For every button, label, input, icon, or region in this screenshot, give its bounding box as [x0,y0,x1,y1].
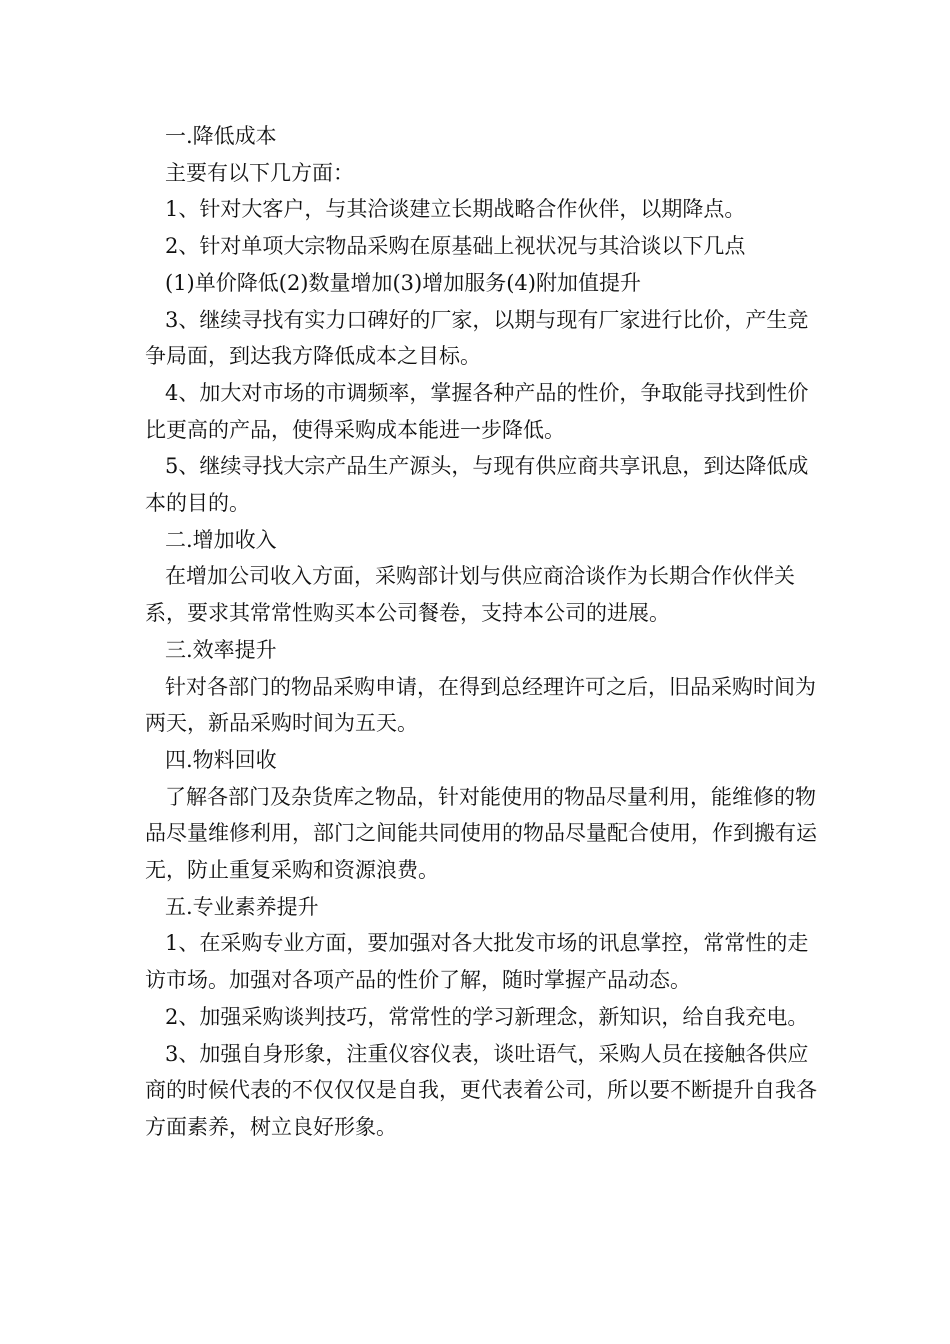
document-body [145,118,825,1146]
paragraph: 4、加大对市场的市调频率，掌握各种产品的性价，争取能寻找到性价比更高的产品，使得采购成本能进一步降低。 [145,380,809,442]
paragraph: (1)单价降低(2)数量增加(3)增加服务(4)附加值提升 [165,270,641,295]
paragraph: 针对各部门的物品采购申请，在得到总经理许可之后，旧品采购时间为两天，新品采购时间为五天。 [145,674,816,736]
paragraph: 主要有以下几方面： [165,160,354,185]
paragraph: 2、加强采购谈判技巧，常常性的学习新理念，新知识，给自我充电。 [165,1004,809,1029]
paragraph: 在增加公司收入方面，采购部计划与供应商洽谈作为长期合作伙伴关系，要求其常常性购买本公司餐卷，支持本公司的进展。 [145,564,795,626]
section-heading-professional: 五.专业素养提升 [165,894,319,919]
section-heading-efficiency: 三.效率提升 [165,637,277,662]
section-heading-material-recycling: 四.物料回收 [165,747,277,772]
paragraph: 2、针对单项大宗物品采购在原基础上视状况与其洽谈以下几点 [165,234,746,259]
paragraph: 5、继续寻找大宗产品生产源头，与现有供应商共享讯息，到达降低成本的目的。 [145,454,809,516]
paragraph: 3、加强自身形象，注重仪容仪表，谈吐语气，采购人员在接触各供应商的时候代表的不仅仅仅是自我，更代表着公司，所以要不断提升自我各方面素养，树立良好形象。 [145,1041,817,1139]
section-heading-increase-income: 二.增加收入 [165,527,277,552]
paragraph: 3、继续寻找有实力口碑好的厂家，以期与现有厂家进行比价，产生竞争局面，到达我方降低成本之目标。 [145,307,809,369]
section-heading-reduce-cost: 一.降低成本 [165,124,277,148]
paragraph: 1、在采购专业方面，要加强对各大批发市场的讯息掌控，常常性的走访市场。加强对各项产品的性价了解，随时掌握产品动态。 [145,931,809,993]
paragraph: 了解各部门及杂货库之物品，针对能使用的物品尽量利用，能维修的物品尽量维修利用，部门之间能共同使用的物品尽量配合使用，作到搬有运无，防止重复采购和资源浪费。 [145,784,817,883]
paragraph: 1、针对大客户，与其洽谈建立长期战略合作伙伴，以期降点。 [165,197,746,222]
